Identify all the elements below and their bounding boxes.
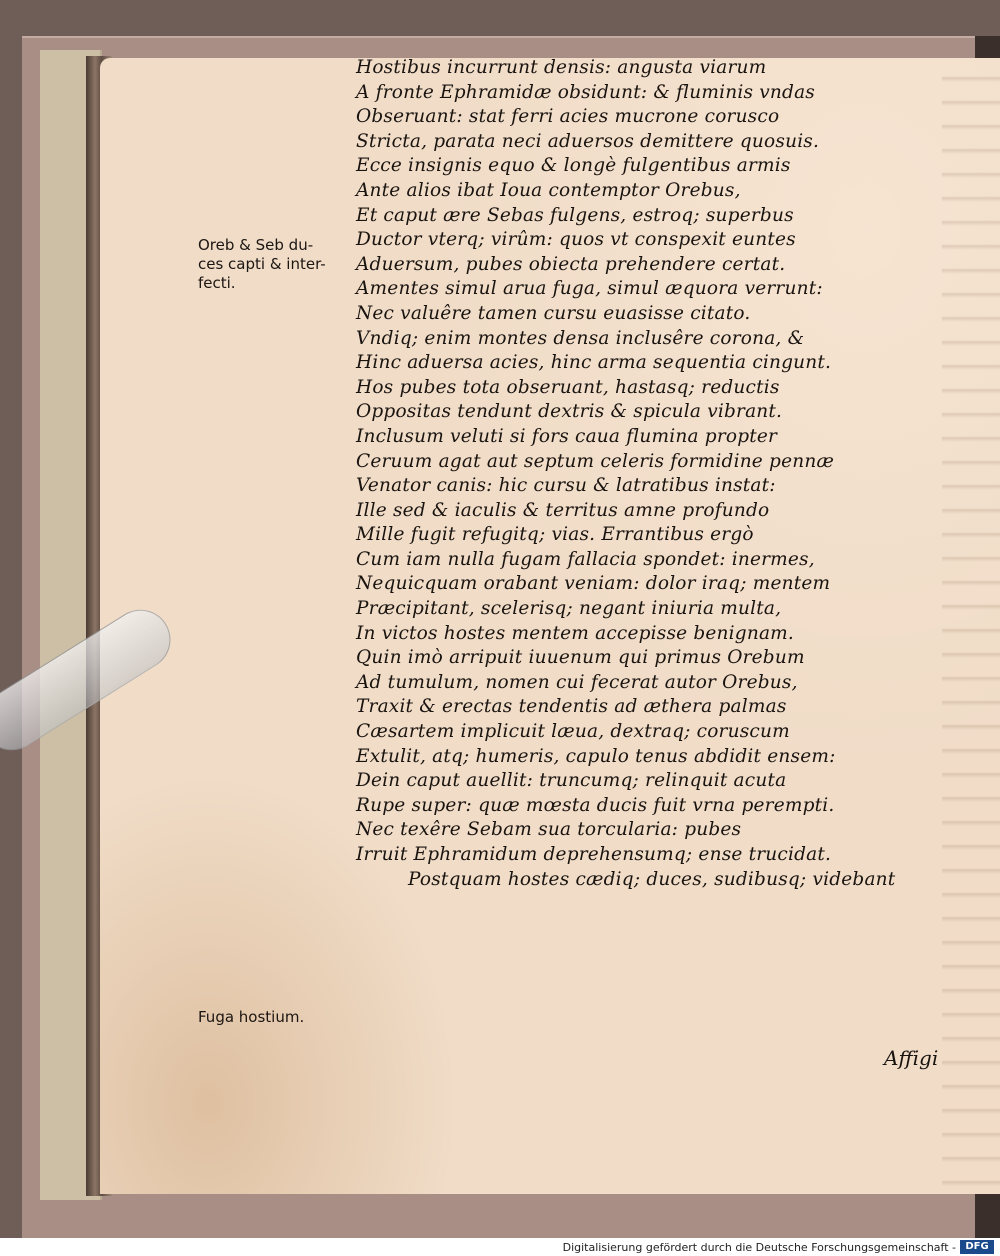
verse-line: Inclusum veluti si fors caua flumina propter [356,425,778,447]
verse-line: A fronte Ephramidæ obsidunt: & fluminis vndas [356,81,815,103]
verse-line: Ceruum agat aut septum celeris formidine pennæ [356,450,835,472]
verse-line: Aduersum, pubes obiecta prehendere certat. [356,253,786,275]
verse-line: Ecce insignis equo & longè fulgentibus armis [356,155,791,177]
verse-line: Ante alios ibat Ioua contemptor Orebus, [356,179,741,201]
verse-line: In victos hostes mentem accepisse benignam. [356,622,795,644]
verse-line: Nec valuêre tamen cursu euasisse citato. [356,302,751,324]
verse-text [356,56,896,892]
dfg-logo: DFG [960,1240,994,1254]
verse-line: Cum iam nulla fugam fallacia spondet: inermes, [356,548,815,570]
verse-line: Hinc aduersa acies, hinc arma sequentia cingunt. [356,352,832,374]
margin-note-line: Oreb & Seb du- [198,236,314,254]
catchword: Affigi [884,1046,939,1070]
verse-line: Præcipitant, scelerisq; negant iniuria multa, [356,598,782,620]
verse-line: Oppositas tendunt dextris & spicula vibrant. [356,401,783,423]
verse-line: Hos pubes tota obseruant, hastasq; reductis [356,376,780,398]
footer-credit: Digitalisierung gefördert durch die Deutsche Forschungsgemeinschaft - [562,1241,956,1254]
verse-line: Et caput ære Sebas fulgens, estroq; superbus [356,204,794,226]
verse-line: Amentes simul arua fuga, simul æquora verrunt: [356,278,823,300]
margin-note-line: fecti. [198,274,236,292]
verse-line: Extulit, atq; humeris, capulo tenus abdidit ensem: [356,745,836,767]
verse-line: Vndiq; enim montes densa inclusêre corona, & [356,327,805,349]
verse-line: Postquam hostes cædiq; duces, sudibusq; videbant [408,868,896,890]
verse-line: Nec texêre Sebam sua torcularia: pubes [356,819,742,841]
verse-line: Ductor vterq; virûm: quos vt conspexit euntes [356,229,796,251]
verse-line: Quin imò arripuit iuuenum qui primus Orebum [356,647,805,669]
verse-line: Irruit Ephramidum deprehensumq; ense trucidat. [356,844,832,865]
margin-note-line: ces capti & inter- [198,255,326,273]
verse-line: Venator canis: hic cursu & latratibus instat: [356,475,776,497]
verse-line: Mille fugit refugitq; vias. Errantibus ergò [356,524,754,546]
verse-line: Obseruant: stat ferri acies mucrone corusco [356,106,780,128]
margin-note-fuga: Fuga hostium. [198,1008,305,1026]
verse-line: Hostibus incurrunt densis: angusta viarum [356,57,767,78]
verse-line: Traxit & erectas tendentis ad æthera palmas [356,696,787,718]
verse-line: Ille sed & iaculis & territus amne profundo [356,499,770,521]
show-through-bleed [942,58,1000,1194]
verse-line: Nequicquam orabant veniam: dolor iraq; mentem [356,573,831,595]
verse-line: Ad tumulum, nomen cui fecerat autor Orebus, [356,671,798,693]
verse-line: Cæsartem implicuit læua, dextraq; coruscum [356,721,790,743]
verse-line: Rupe super: quæ mœsta ducis fuit vrna perempti. [356,794,835,816]
verse-line: Dein caput auellit: truncumq; relinquit acuta [356,770,787,792]
margin-note-oreb [198,236,326,293]
verse-line: Stricta, parata neci aduersos demittere quosuis. [356,130,820,152]
